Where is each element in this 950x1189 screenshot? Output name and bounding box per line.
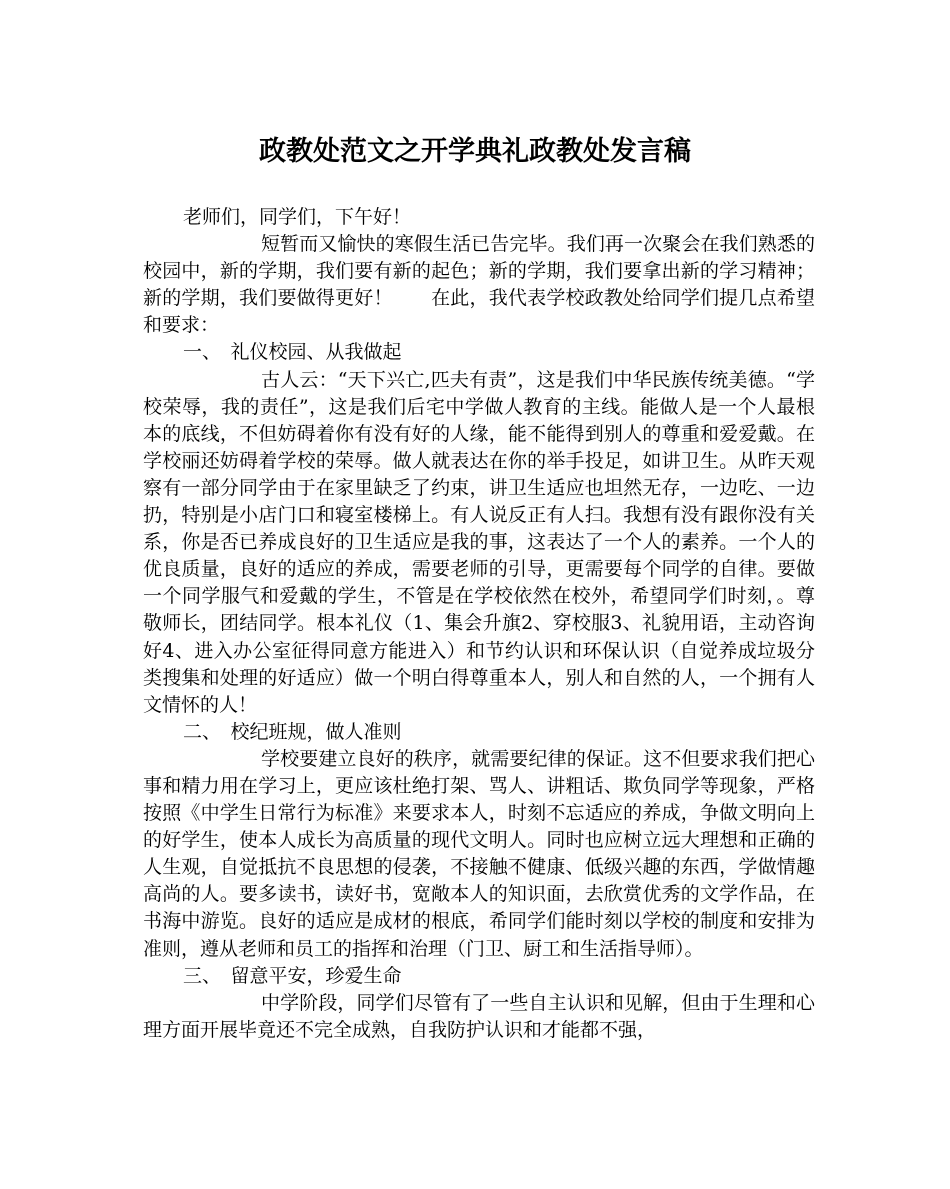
section-3-paragraph: 中学阶段，同学们尽管有了一些自主认识和见解，但由于生理和心理方面开展毕竟还不完全成熟，自我防护认识和才能都不强，	[143, 991, 815, 1041]
section-2-paragraph: 学校要建立良好的秩序，就需要纪律的保证。这不但要求我们把心事和精力用在学习上，更应该杜绝打架、骂人、讲粗话、欺负同学等现象，严格按照《中学生日常行为标准》来要求本人，时刻不忘适应的养成，争做文明向上的好学生，使本人成长为高质量的现代文明人。同时也应树立远大理想和正确的人生观，自觉抵抗不良思想的侵袭，不接触不健康、低级兴趣的东西，学做情趣高尚的人。要多读书，读好书，宽敞本人的知识面，去欣赏优秀的文学作品，在书海中游览。良好的适应是成材的根底，希同学们能时刻以学校的制度和安排为准则，遵从老师和员工的指挥和治理（门卫、厨工和生活指导师）。	[143, 747, 815, 960]
section-1-paragraph: 古人云：“天下兴亡,匹夫有责”，这是我们中华民族传统美德。“学校荣辱，我的责任”，这是我们后宅中学做人教育的主线。能做人是一个人最根本的底线，不但妨碍着你有没有好的人缘，能不能得到别人的尊重和爱爱戴。在学校丽还妨碍着学校的荣辱。做人就表达在你的举手投足，如讲卫生。从昨天观察有一部分同学由于在家里缺乏了约束，讲卫生适应也坦然无存，一边吃、一边扔，特别是小店门口和寝室楼梯上。有人说反正有人扫。我想有没有跟你没有关系，你是否已养成良好的卫生适应是我的事，这表达了一个人的素养。一个人的优良质量，良好的适应的养成，需要老师的引导，更需要每个同学的自律。要做一个同学服气和爱戴的学生，不管是在学校依然在校外，希望同学们时刻，。尊敬师长，团结同学。根本礼仪（1、集会升旗2、穿校服3、礼貌用语，主动咨询好4、进入办公室征得同意方能进入）和节约认识和环保认识（自觉养成垃圾分类搜集和处理的好适应）做一个明白得尊重本人，别人和自然的人，一个拥有人文情怀的人！	[143, 368, 815, 716]
section-1-heading: 一、 礼仪校园、从我做起	[183, 341, 402, 364]
document-body	[143, 204, 815, 1044]
document-title: 政教处范文之开学典礼政教处发言稿	[259, 136, 691, 167]
greeting-line: 老师们，同学们，下午好！	[183, 206, 412, 228]
section-2-heading: 二、 校纪班规，做人准则	[183, 720, 402, 743]
section-3-heading: 三、 留意平安，珍爱生命	[183, 964, 402, 987]
intro-paragraph: 短暂而又愉快的寒假生活已告完毕。我们再一次聚会在我们熟悉的校园中，新的学期，我们要有新的起色；新的学期，我们要拿出新的学习精神；新的学期，我们要做得更好！ 在此，我代表学校政教处给同学们提几点希望和要求：	[143, 233, 815, 337]
